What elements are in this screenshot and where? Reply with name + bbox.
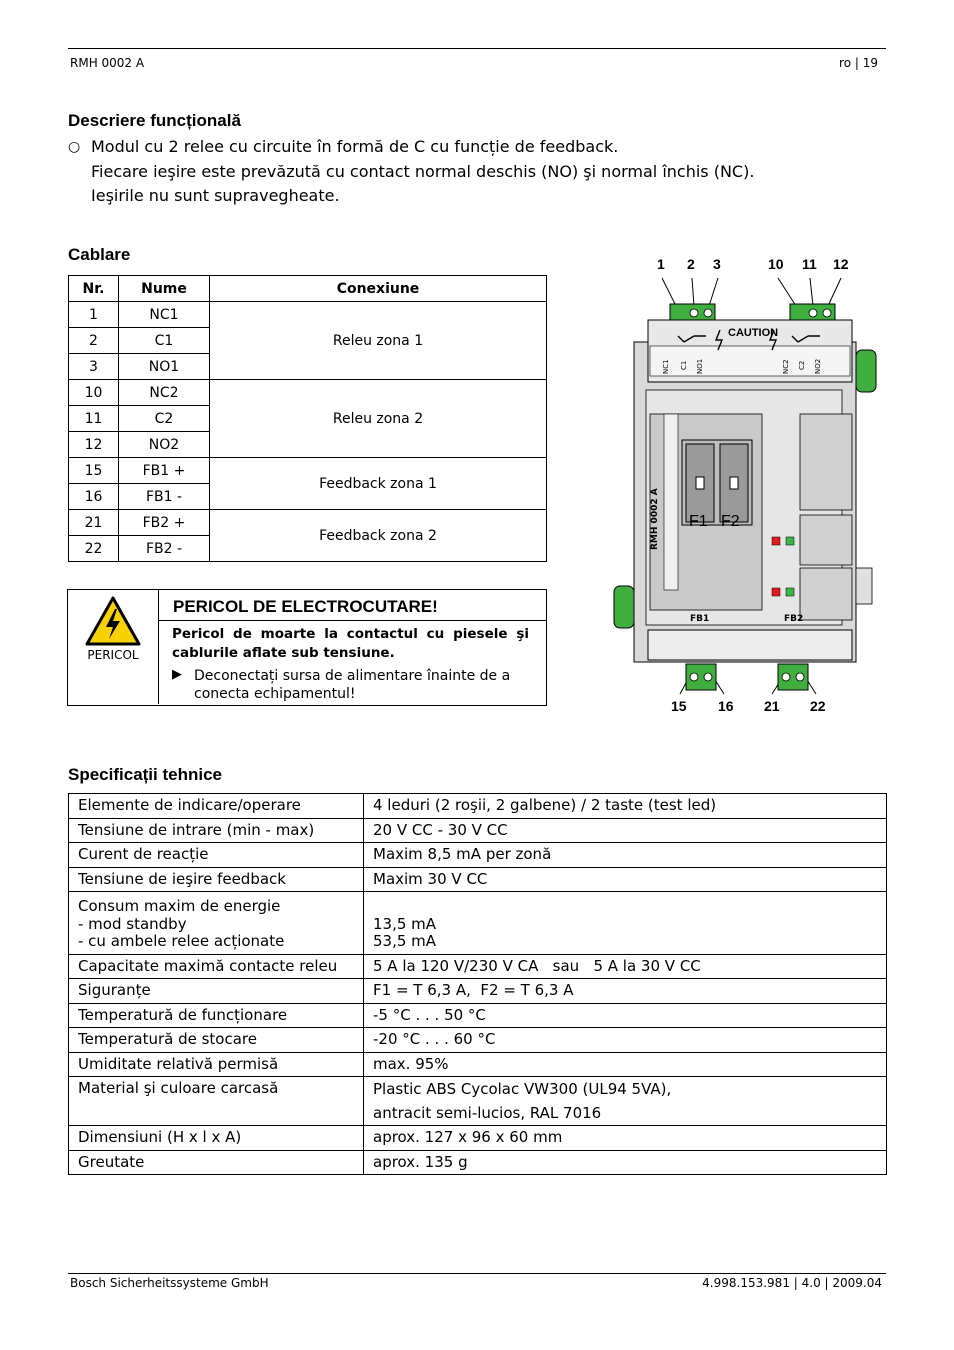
wiring-nr: 10 — [69, 380, 119, 406]
wiring-name: C1 — [119, 328, 210, 354]
table-row — [69, 1150, 887, 1175]
device-diagram — [610, 250, 886, 720]
wiring-nr: 16 — [69, 484, 119, 510]
spec-value: -20 °C . . . 60 °C — [364, 1028, 887, 1053]
terminal-number: 10 — [768, 256, 784, 272]
wiring-name: NC2 — [119, 380, 210, 406]
spec-label: Elemente de indicare/operare — [69, 794, 364, 819]
table-row — [69, 843, 887, 868]
table-row — [69, 1028, 887, 1053]
functional-title: Descriere funcțională — [68, 111, 241, 130]
spec-label: Temperatură de stocare — [69, 1028, 364, 1053]
spec-value: aprox. 135 g — [364, 1150, 887, 1175]
spec-value: -5 °C . . . 50 °C — [364, 1003, 887, 1028]
wiring-name: NC1 — [119, 302, 210, 328]
contact-label: C2 — [798, 360, 806, 370]
spec-value: max. 95% — [364, 1052, 887, 1077]
terminal-number: 21 — [764, 698, 780, 714]
contact-label: NO2 — [814, 358, 822, 374]
wiring-col-nr: Nr. — [69, 276, 119, 302]
wiring-nr: 1 — [69, 302, 119, 328]
spec-label: Siguranțe — [69, 979, 364, 1004]
terminal-number: 2 — [687, 256, 695, 272]
wiring-nr: 12 — [69, 432, 119, 458]
spec-label: Curent de reacție — [69, 843, 364, 868]
spec-value-line: 53,5 mA — [373, 932, 437, 950]
spec-value — [364, 892, 887, 955]
wiring-nr: 3 — [69, 354, 119, 380]
spec-value: 5 A la 120 V/230 V CA sau 5 A la 30 V CC — [364, 954, 887, 979]
table-row — [69, 380, 547, 406]
warning-title: PERICOL DE ELECTROCUTARE! — [173, 597, 438, 616]
table-row — [69, 818, 887, 843]
danger-warning-box — [67, 589, 547, 706]
functional-text — [91, 135, 754, 209]
wiring-name: FB2 + — [119, 510, 210, 536]
wiring-col-name: Nume — [119, 276, 210, 302]
terminal-number: 16 — [718, 698, 734, 714]
wiring-nr: 22 — [69, 536, 119, 562]
wiring-name: FB1 - — [119, 484, 210, 510]
terminal-number: 3 — [713, 256, 721, 272]
spec-value-line: antracit semi-lucios, RAL 7016 — [373, 1104, 602, 1122]
fuse-label: F1 — [689, 513, 708, 530]
functional-line: Fiecare ieşire este prevăzută cu contact normal deschis (NO) şi normal închis (NC). — [91, 161, 755, 181]
table-row — [69, 954, 887, 979]
wiring-nr: 11 — [69, 406, 119, 432]
spec-label: Umiditate relativă permisă — [69, 1052, 364, 1077]
spec-value — [364, 1077, 887, 1126]
contact-label: NC1 — [662, 359, 670, 374]
terminal-number: 22 — [810, 698, 826, 714]
table-row — [69, 794, 887, 819]
warning-title-rule — [158, 620, 546, 621]
spec-value: F1 = T 6,3 A, F2 = T 6,3 A — [364, 979, 887, 1004]
wiring-name: FB1 + — [119, 458, 210, 484]
wiring-col-connection: Conexiune — [210, 276, 547, 302]
feedback-label: FB2 — [784, 614, 804, 624]
spec-label: Greutate — [69, 1150, 364, 1175]
functional-line: Ieşirile nu sunt supravegheate. — [91, 186, 340, 205]
warning-instruction: Deconectați sursa de alimentare înainte de a conecta echipamentul! — [194, 668, 511, 702]
specs-table — [68, 793, 887, 1175]
spec-value: Maxim 30 V CC — [364, 867, 887, 892]
spec-label: Tensiune de ieşire feedback — [69, 867, 364, 892]
terminal-number: 15 — [671, 698, 687, 714]
contact-label: C1 — [680, 360, 688, 370]
wiring-table — [68, 275, 547, 562]
feedback-label: FB1 — [690, 614, 710, 624]
table-row — [69, 1052, 887, 1077]
spec-label-line: Consum maxim de energie — [78, 897, 281, 915]
wiring-name: NO1 — [119, 354, 210, 380]
high-voltage-warning-icon — [84, 595, 142, 647]
table-row — [69, 1126, 887, 1151]
table-row — [69, 510, 547, 536]
table-row — [69, 1003, 887, 1028]
header-page-info: ro | 19 — [839, 56, 878, 70]
functional-line: Modul cu 2 relee cu circuite în formă de C cu funcție de feedback. — [91, 137, 619, 156]
spec-label — [69, 892, 364, 955]
wiring-name: NO2 — [119, 432, 210, 458]
terminal-number: 1 — [657, 256, 665, 272]
spec-label: Material şi culoare carcasă — [69, 1077, 364, 1126]
wiring-header-row — [69, 276, 547, 302]
specs-title: Specificații tehnice — [68, 765, 222, 784]
spec-value: 4 leduri (2 roşii, 2 galbene) / 2 taste (test led) — [364, 794, 887, 819]
terminal-number: 11 — [802, 256, 817, 272]
warning-arrow-icon: ▶ — [172, 667, 182, 682]
spec-value-line: 13,5 mA — [373, 914, 437, 933]
wiring-name: FB2 - — [119, 536, 210, 562]
wiring-name: C2 — [119, 406, 210, 432]
spec-value: Maxim 8,5 mA per zonă — [364, 843, 887, 868]
table-row — [69, 1077, 887, 1126]
table-row — [69, 979, 887, 1004]
wiring-title: Cablare — [68, 245, 131, 264]
spec-value-line — [373, 898, 877, 916]
spec-value-line: Plastic ABS Cycolac VW300 (UL94 5VA), — [373, 1080, 672, 1098]
spec-label: Temperatură de funcționare — [69, 1003, 364, 1028]
wiring-connection: Feedback zona 2 — [210, 510, 547, 562]
spec-label: Tensiune de intrare (min - max) — [69, 818, 364, 843]
spec-label: Capacitate maximă contacte releu — [69, 954, 364, 979]
header-rule — [68, 48, 886, 49]
spec-label-line: - cu ambele relee acționate — [78, 932, 285, 950]
wiring-nr: 21 — [69, 510, 119, 536]
contact-label: NO1 — [696, 358, 704, 374]
table-row — [69, 302, 547, 328]
table-row — [69, 867, 887, 892]
wiring-nr: 15 — [69, 458, 119, 484]
wiring-connection: Feedback zona 1 — [210, 458, 547, 510]
caution-label: CAUTION — [728, 327, 779, 339]
spec-value: 20 V CC - 30 V CC — [364, 818, 887, 843]
spec-label-line: - mod standby — [78, 914, 187, 933]
functional-bullet: ○ — [68, 139, 81, 155]
wiring-connection: Releu zona 2 — [210, 380, 547, 458]
contact-label: NC2 — [782, 359, 790, 374]
table-row — [69, 458, 547, 484]
warning-bold-text: Pericol de moarte la contactul cu piesele şi cablurile aflate sub tensiune. — [172, 626, 529, 661]
table-row — [69, 892, 887, 955]
spec-label: Dimensiuni (H x l x A) — [69, 1126, 364, 1151]
model-label: RMH 0002 A — [650, 488, 660, 550]
footer-company: Bosch Sicherheitssysteme GmbH — [70, 1276, 269, 1290]
footer-doc-number: 4.998.153.981 | 4.0 | 2009.04 — [702, 1276, 882, 1290]
footer-rule — [68, 1273, 886, 1274]
fuse-label: F2 — [721, 513, 740, 530]
wiring-connection: Releu zona 1 — [210, 302, 547, 380]
warning-icon-cell — [68, 590, 159, 704]
spec-value: aprox. 127 x 96 x 60 mm — [364, 1126, 887, 1151]
terminal-number: 12 — [833, 256, 849, 272]
warning-icon-label: PERICOL — [87, 648, 139, 662]
wiring-nr: 2 — [69, 328, 119, 354]
header-doc-id: RMH 0002 A — [70, 56, 145, 70]
